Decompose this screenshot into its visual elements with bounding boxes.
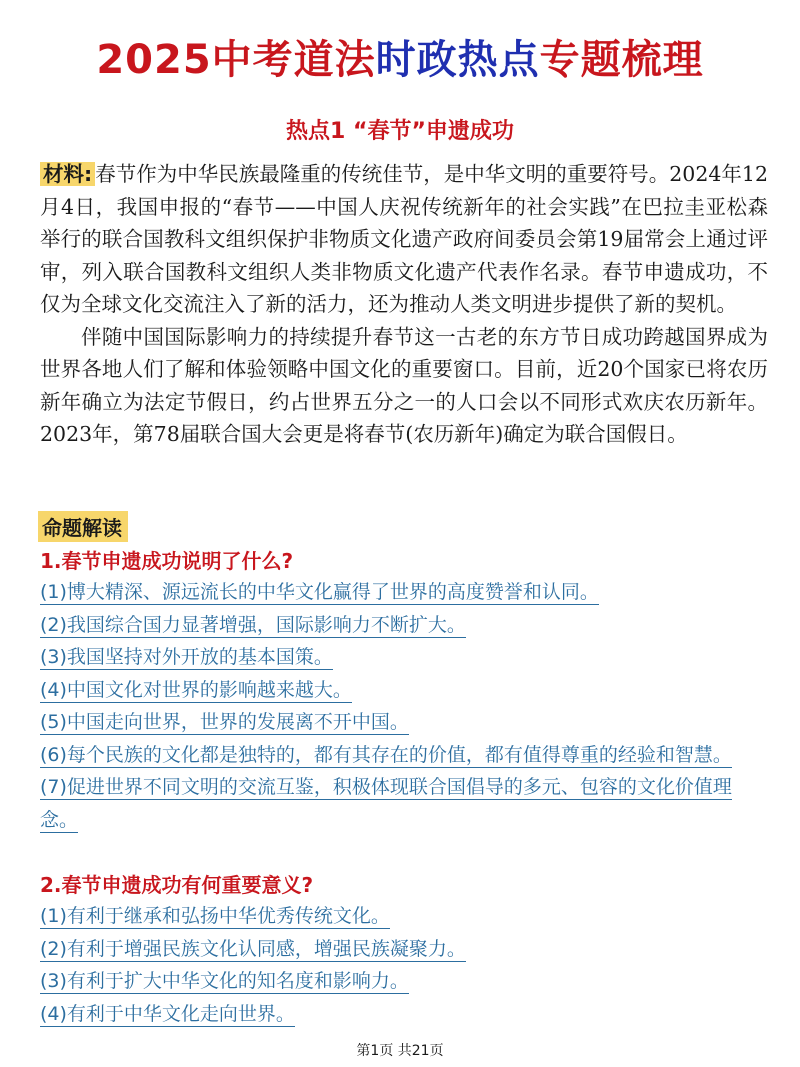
answer-text: (6)每个民族的文化都是独特的，都有其存在的价值，都有值得尊重的经验和智慧。 [40, 743, 732, 766]
answer-text: (2)我国综合国力显著增强，国际影响力不断扩大。 [40, 613, 466, 636]
answer-item [40, 739, 768, 772]
answer-item [40, 965, 768, 998]
material-section [40, 158, 768, 451]
question-1: 1.春节申遗成功说明了什么? [40, 549, 294, 573]
material-label: 材料: [40, 162, 95, 186]
question-2: 2.春节申遗成功有何重要意义? [40, 873, 314, 897]
answer-text: (4)中国文化对世界的影响越来越大。 [40, 678, 352, 701]
answer-text: (2)有利于增强民族文化认同感，增强民族凝聚力。 [40, 937, 466, 960]
title-part-prefix: 2025中考道法 [96, 37, 376, 83]
answer-item [40, 771, 768, 836]
analysis-heading: 命题解读 [38, 511, 128, 542]
hotspot-subtitle: 热点1 “春节”申遗成功 [286, 119, 514, 144]
answer-item [40, 933, 768, 966]
title-part-highlight: 时政热点 [375, 37, 540, 83]
question-2-answers [40, 900, 768, 1030]
answer-item [40, 609, 768, 642]
answer-text: (5)中国走向世界，世界的发展离不开中国。 [40, 711, 409, 733]
answer-text: (3)我国坚持对外开放的基本国策。 [40, 646, 333, 668]
question-1-answers [40, 576, 768, 836]
material-text-1: 春节作为中华民族最隆重的传统佳节，是中华文明的重要符号。2024年12月4日，我国申报的“春节——中国人庆祝传统新年的社会实践”在巴拉圭亚松森举行的联合国教科文组织保护非物质文化遗产政府间委员会第19届常会上通过评审，列入联合国教科文组织人类非物质文化遗产代表作名录。春节申遗成功，不仅为全球文化交流注入了新的活力，还为推动人类文明进步提供了新的契机。 [40, 162, 768, 316]
answer-item [40, 674, 768, 707]
page-number: 第1页 共21页 [356, 1043, 444, 1059]
answer-item [40, 576, 768, 609]
answer-item [40, 998, 768, 1031]
title-part-suffix: 专题梳理 [539, 37, 704, 83]
answer-item [40, 706, 768, 739]
answer-text: (3)有利于扩大中华文化的知名度和影响力。 [40, 970, 409, 992]
page-title [0, 28, 800, 85]
material-paragraph-2: 伴随中国国际影响力的持续提升春节这一古老的东方节日成功跨越国界成为世界各地人们了解和体验领略中国文化的重要窗口。目前，近20个国家已将农历新年确立为法定节假日，约占世界五分之一的人口会以不同形式欢庆农历新年。2023年，第78届联合国大会更是将春节(农历新年)确定为联合国假日。 [40, 324, 768, 446]
answer-text: (7)促进世界不同文明的交流互鉴，积极体现联合国倡导的多元、包容的文化价值理念。 [40, 776, 732, 831]
material-paragraph-1 [40, 158, 768, 321]
answer-text: (4)有利于中华文化走向世界。 [40, 1002, 295, 1025]
answer-item [40, 900, 768, 933]
answer-text: (1)博大精深、源远流长的中华文化赢得了世界的高度赞誉和认同。 [40, 581, 599, 603]
answer-text: (1)有利于继承和弘扬中华优秀传统文化。 [40, 905, 390, 927]
answer-item [40, 641, 768, 674]
